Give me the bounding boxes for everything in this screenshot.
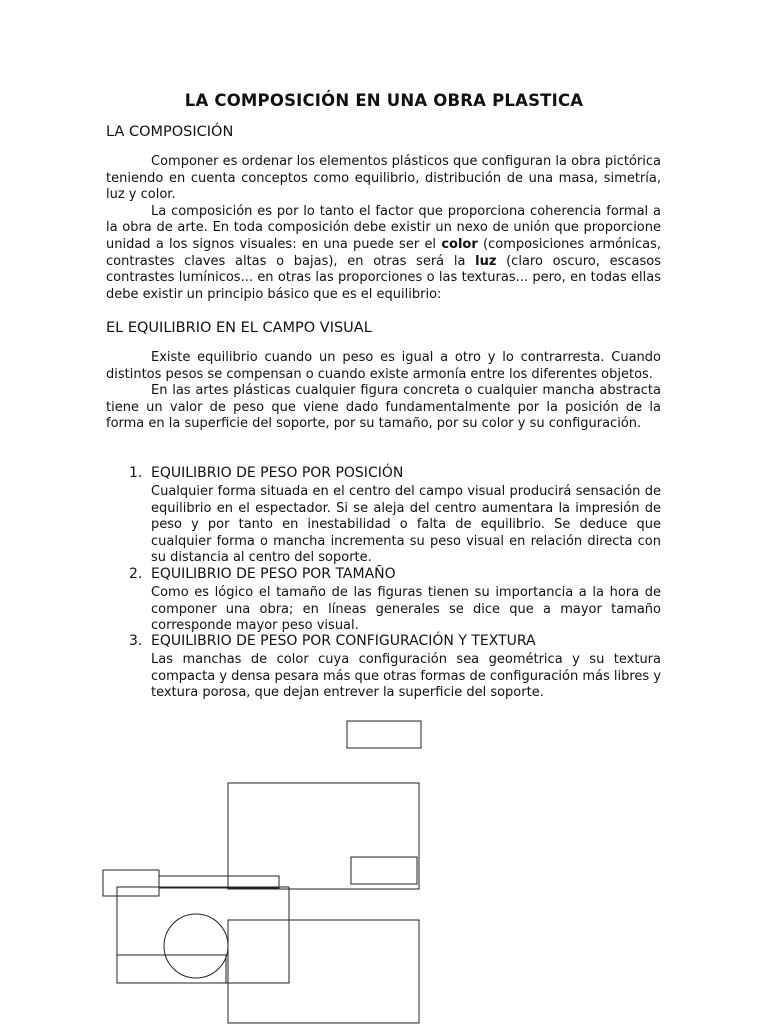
list-number: 1. [129, 465, 143, 481]
paragraph: Componer es ordenar los elementos plásticos que configuran la obra pictórica teniendo en cuenta conceptos como equilibrio, distribución de una masa, simetría, luz y color. [106, 154, 661, 203]
large-right-bottom-box [228, 920, 419, 1023]
list-item-text: Las manchas de color cuya configuración sea geométrica y su textura compacta y densa pesara más que otras formas de configuración más libres y textura porosa, que dejan entrever la superficie del soporte. [151, 652, 662, 701]
text-run: La composición es por lo tanto el factor que proporciona coherencia formal a la obra de arte. En toda composición debe existir un nexo de unión que proporcione unidad a los signos visuales: en una puede ser el [106, 203, 661, 252]
lower-left-box [117, 955, 226, 983]
middle-box [117, 887, 289, 983]
large-right-top-box [228, 783, 419, 889]
paragraph: En las artes plásticas cualquier figura concreta o cualquier mancha abstracta tiene un valor de peso que viene dado fundamentalmente por la posición de la forma en la superficie del soporte, por su tamaño, por su color y su configuración. [106, 383, 661, 432]
document-title: LA COMPOSICIÓN EN UNA OBRA PLASTICA [184, 91, 584, 110]
list-heading-text: EQUILIBRIO DE PESO POR CONFIGURACIÓN Y TEXTURA [151, 633, 536, 649]
text-run: (claro oscuro, escasos contrastes lumínicos... en otras las proporciones o las texturas... pero, en todas ellas debe existir un principio básico que es el equilibrio: [106, 253, 661, 302]
list-heading-text: EQUILIBRIO DE PESO POR POSICIÓN [151, 465, 404, 481]
bold-term-luz: luz [475, 253, 497, 269]
list-item-text: Como es lógico el tamaño de las figuras tienen su importancia a la hora de componer una obra; en líneas generales se dice que a mayor tamaño corresponde mayor peso visual. [151, 585, 661, 634]
paragraph: Existe equilibrio cuando un peso es igual a otro y lo contrarresta. Cuando distintos pesos se compensan o cuando existe armonía entre los diferentes objetos. [106, 350, 661, 382]
background-box-back [159, 876, 279, 888]
small-inner-right-box [351, 857, 417, 884]
bold-term-color: color [441, 236, 478, 252]
list-heading-text: EQUILIBRIO DE PESO POR TAMAÑO [151, 566, 396, 582]
circle-shape [164, 914, 228, 978]
list-number: 3. [129, 633, 143, 649]
small-top-box [347, 721, 421, 748]
section-heading-composicion: LA COMPOSICIÓN [106, 124, 234, 140]
text-run: (composiciones armónicas, contrastes claves altas o bajas), en otras será la [106, 236, 661, 269]
list-item-text: Cualquier forma situada en el centro del campo visual producirá sensación de equilibrio en el espectador. Si se aleja del centro aumentara la impresión de peso y por tanto en inestabilidad o falta de equilibrio. Se deduce que cualquier forma o mancha incrementa su peso visual en relación directa con su distancia al centro del soporte. [151, 484, 661, 566]
list-number: 2. [129, 566, 143, 582]
small-left-box [103, 870, 159, 896]
section-heading-equilibrio: EL EQUILIBRIO EN EL CAMPO VISUAL [106, 320, 372, 336]
